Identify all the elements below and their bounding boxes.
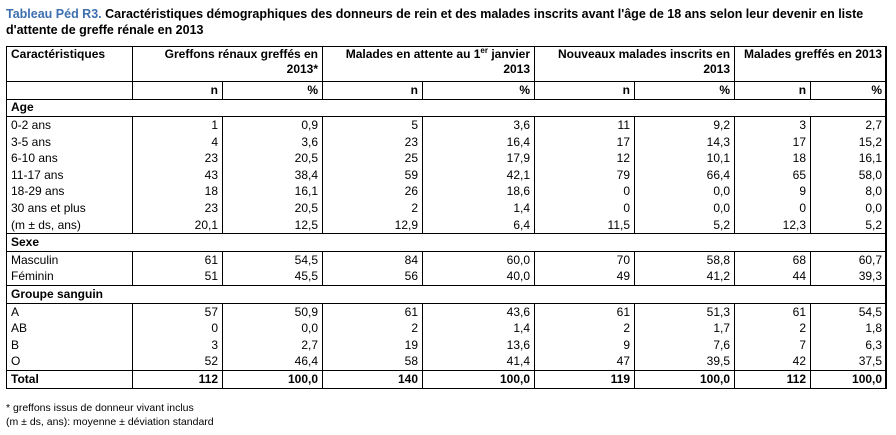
row-label: (m ± ds, ans) xyxy=(7,217,133,234)
row-label: 3-5 ans xyxy=(7,134,133,151)
subheader-n: n xyxy=(735,82,811,100)
cell-n: 12,9 xyxy=(323,217,423,234)
cell-pct: 60,7 xyxy=(811,251,887,268)
cell-pct: 66,4 xyxy=(635,167,735,184)
cell-n: 23 xyxy=(323,134,423,151)
cell-pct: 37,5 xyxy=(811,354,887,371)
table-row xyxy=(7,354,887,371)
row-label: B xyxy=(7,337,133,354)
cell-n: 49 xyxy=(535,269,635,286)
cell-n: 4 xyxy=(133,134,223,151)
cell-pct: 13,6 xyxy=(423,337,535,354)
cell-n: 0 xyxy=(535,200,635,217)
cell-pct: 41,4 xyxy=(423,354,535,371)
cell-n: 61 xyxy=(323,303,423,320)
table-row xyxy=(7,184,887,201)
row-label: 18-29 ans xyxy=(7,184,133,201)
cell-n: 2 xyxy=(535,320,635,337)
cell-pct: 18,6 xyxy=(423,184,535,201)
cell-n: 23 xyxy=(133,150,223,167)
subheader-n: n xyxy=(323,82,423,100)
row-label: Masculin xyxy=(7,251,133,268)
cell-pct: 43,6 xyxy=(423,303,535,320)
table-tag: Tableau Péd R3. xyxy=(6,7,102,21)
subheader-pct: % xyxy=(223,82,323,100)
cell-n: 0 xyxy=(535,184,635,201)
cell-pct: 14,3 xyxy=(635,134,735,151)
cell-pct: 1,7 xyxy=(635,320,735,337)
total-n: 119 xyxy=(535,371,635,389)
cell-pct: 39,5 xyxy=(635,354,735,371)
cell-pct: 0,0 xyxy=(223,320,323,337)
cell-pct: 39,3 xyxy=(811,269,887,286)
subheader-pct: % xyxy=(811,82,887,100)
cell-n: 0 xyxy=(735,200,811,217)
cell-n: 2 xyxy=(323,320,423,337)
total-label: Total xyxy=(7,371,133,389)
header-row xyxy=(7,47,887,82)
total-n: 112 xyxy=(133,371,223,389)
cell-n: 17 xyxy=(735,134,811,151)
cell-pct: 16,4 xyxy=(423,134,535,151)
cell-n: 18 xyxy=(133,184,223,201)
cell-pct: 2,7 xyxy=(223,337,323,354)
cell-n: 11 xyxy=(535,117,635,134)
table-row xyxy=(7,134,887,151)
row-label: 11-17 ans xyxy=(7,167,133,184)
cell-n: 57 xyxy=(133,303,223,320)
cell-n: 7 xyxy=(735,337,811,354)
cell-n: 3 xyxy=(133,337,223,354)
row-label: 6-10 ans xyxy=(7,150,133,167)
cell-pct: 54,5 xyxy=(811,303,887,320)
cell-pct: 20,5 xyxy=(223,200,323,217)
section-row xyxy=(7,234,887,252)
cell-pct: 45,5 xyxy=(223,269,323,286)
subheader-n: n xyxy=(535,82,635,100)
cell-n: 12 xyxy=(535,150,635,167)
data-table xyxy=(6,46,887,389)
cell-n: 56 xyxy=(323,269,423,286)
cell-pct: 2,7 xyxy=(811,117,887,134)
cell-pct: 7,6 xyxy=(635,337,735,354)
row-label: O xyxy=(7,354,133,371)
table-title xyxy=(6,6,890,38)
row-label: A xyxy=(7,303,133,320)
cell-n: 52 xyxy=(133,354,223,371)
total-n: 112 xyxy=(735,371,811,389)
cell-pct: 8,0 xyxy=(811,184,887,201)
cell-n: 9 xyxy=(735,184,811,201)
cell-pct: 17,9 xyxy=(423,150,535,167)
row-label: 30 ans et plus xyxy=(7,200,133,217)
cell-n: 61 xyxy=(735,303,811,320)
table-row xyxy=(7,200,887,217)
cell-n: 84 xyxy=(323,251,423,268)
subheader-pct: % xyxy=(423,82,535,100)
cell-pct: 41,2 xyxy=(635,269,735,286)
cell-n: 59 xyxy=(323,167,423,184)
cell-pct: 54,5 xyxy=(223,251,323,268)
header-greffes: Malades greffés en 2013 xyxy=(735,47,887,82)
section-label: Groupe sanguin xyxy=(7,286,887,304)
header-en-attente: Malades en attente au 1er janvier 2013 xyxy=(323,47,535,82)
cell-pct: 12,5 xyxy=(223,217,323,234)
section-label: Sexe xyxy=(7,234,887,252)
cell-pct: 0,9 xyxy=(223,117,323,134)
cell-n: 0 xyxy=(133,320,223,337)
cell-pct: 60,0 xyxy=(423,251,535,268)
row-label: Féminin xyxy=(7,269,133,286)
cell-n: 2 xyxy=(323,200,423,217)
cell-n: 51 xyxy=(133,269,223,286)
cell-n: 2 xyxy=(735,320,811,337)
table-row xyxy=(7,303,887,320)
cell-pct: 1,4 xyxy=(423,320,535,337)
cell-n: 58 xyxy=(323,354,423,371)
cell-n: 70 xyxy=(535,251,635,268)
cell-pct: 58,8 xyxy=(635,251,735,268)
total-pct: 100,0 xyxy=(811,371,887,389)
footnotes xyxy=(6,401,214,429)
subheader-empty xyxy=(7,82,133,100)
cell-n: 20,1 xyxy=(133,217,223,234)
cell-pct: 38,4 xyxy=(223,167,323,184)
cell-n: 44 xyxy=(735,269,811,286)
footnote-asterisk: * greffons issus de donneur vivant inclus xyxy=(6,402,194,414)
cell-pct: 16,1 xyxy=(223,184,323,201)
row-label: 0-2 ans xyxy=(7,117,133,134)
section-label: Age xyxy=(7,99,887,117)
cell-n: 3 xyxy=(735,117,811,134)
cell-n: 47 xyxy=(535,354,635,371)
cell-n: 5 xyxy=(323,117,423,134)
cell-pct: 15,2 xyxy=(811,134,887,151)
cell-pct: 0,0 xyxy=(635,200,735,217)
cell-pct: 1,4 xyxy=(423,200,535,217)
cell-n: 68 xyxy=(735,251,811,268)
table-body xyxy=(7,99,887,388)
cell-pct: 9,2 xyxy=(635,117,735,134)
cell-n: 26 xyxy=(323,184,423,201)
table-row xyxy=(7,150,887,167)
cell-n: 12,3 xyxy=(735,217,811,234)
table-row xyxy=(7,337,887,354)
cell-pct: 46,4 xyxy=(223,354,323,371)
cell-pct: 51,3 xyxy=(635,303,735,320)
header-nouveaux: Nouveaux malades inscrits en 2013 xyxy=(535,47,735,82)
cell-pct: 58,0 xyxy=(811,167,887,184)
cell-pct: 5,2 xyxy=(811,217,887,234)
cell-n: 1 xyxy=(133,117,223,134)
total-pct: 100,0 xyxy=(423,371,535,389)
cell-pct: 10,1 xyxy=(635,150,735,167)
subheader-pct: % xyxy=(635,82,735,100)
header-greffons: Greffons rénaux greffés en 2013* xyxy=(133,47,323,82)
cell-n: 23 xyxy=(133,200,223,217)
cell-pct: 16,1 xyxy=(811,150,887,167)
cell-n: 18 xyxy=(735,150,811,167)
cell-pct: 40,0 xyxy=(423,269,535,286)
cell-n: 17 xyxy=(535,134,635,151)
cell-n: 61 xyxy=(133,251,223,268)
cell-pct: 0,0 xyxy=(811,200,887,217)
cell-pct: 1,8 xyxy=(811,320,887,337)
table-row xyxy=(7,251,887,268)
table-row xyxy=(7,269,887,286)
cell-pct: 42,1 xyxy=(423,167,535,184)
total-pct: 100,0 xyxy=(223,371,323,389)
subheader-row xyxy=(7,82,887,100)
cell-pct: 5,2 xyxy=(635,217,735,234)
cell-n: 65 xyxy=(735,167,811,184)
header-characteristics: Caractéristiques xyxy=(7,47,133,82)
table-title-text: Caractéristiques démographiques des donneurs de rein et des malades inscrits avant l'âge de 18 ans selon leur devenir en liste d'attente de greffe rénale en 2013 xyxy=(6,7,864,37)
table-row xyxy=(7,217,887,234)
cell-n: 25 xyxy=(323,150,423,167)
section-row xyxy=(7,99,887,117)
cell-n: 19 xyxy=(323,337,423,354)
cell-n: 11,5 xyxy=(535,217,635,234)
subheader-n: n xyxy=(133,82,223,100)
table-row xyxy=(7,117,887,134)
section-row xyxy=(7,286,887,304)
cell-pct: 3,6 xyxy=(423,117,535,134)
cell-pct: 6,3 xyxy=(811,337,887,354)
total-pct: 100,0 xyxy=(635,371,735,389)
cell-pct: 20,5 xyxy=(223,150,323,167)
cell-pct: 0,0 xyxy=(635,184,735,201)
cell-n: 79 xyxy=(535,167,635,184)
table-row xyxy=(7,320,887,337)
cell-n: 61 xyxy=(535,303,635,320)
total-n: 140 xyxy=(323,371,423,389)
cell-pct: 6,4 xyxy=(423,217,535,234)
footnote-mean: (m ± ds, ans): moyenne ± déviation standard xyxy=(6,416,214,428)
cell-pct: 3,6 xyxy=(223,134,323,151)
cell-pct: 50,9 xyxy=(223,303,323,320)
cell-n: 43 xyxy=(133,167,223,184)
table-row xyxy=(7,167,887,184)
cell-n: 9 xyxy=(535,337,635,354)
row-label: AB xyxy=(7,320,133,337)
total-row xyxy=(7,371,887,389)
cell-n: 42 xyxy=(735,354,811,371)
